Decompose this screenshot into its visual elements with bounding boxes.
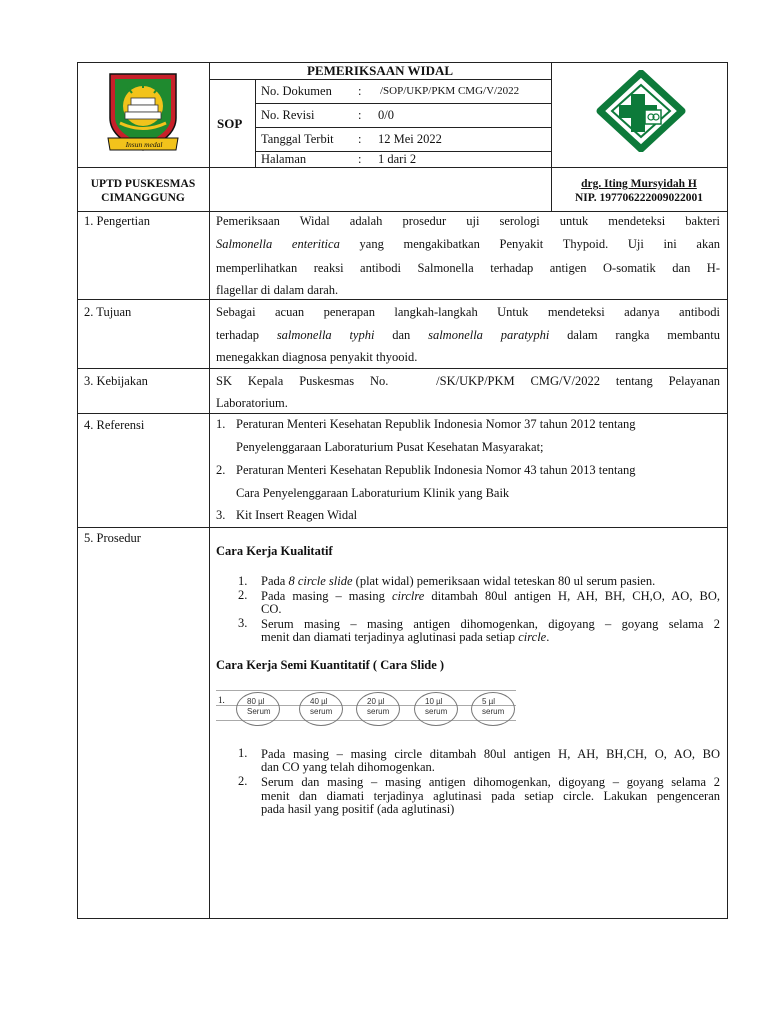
section-label-tujuan: 2. Tujuan	[84, 305, 132, 319]
row-value-no-dokumen: /SOP/UKP/PKM CMG/V/2022	[380, 85, 520, 97]
diagram-number: 1.	[218, 695, 225, 705]
referensi-item-line: Penyelenggaraan Laboraturium Pusat Kesehatan Masyarakat;	[236, 440, 544, 454]
kualitatif-number: 1.	[238, 574, 248, 588]
row-label-halaman: Halaman	[261, 152, 307, 166]
step-text: Pada	[261, 574, 289, 588]
row-label-tanggal-terbit: Tanggal Terbit	[261, 132, 334, 146]
diagram-plate-line	[216, 690, 516, 691]
crest-banner-text: Insun medal	[125, 140, 163, 149]
referensi-item-line: Kit Insert Reagen Widal	[236, 508, 358, 522]
row-divider	[77, 368, 728, 369]
pengertian-line	[216, 237, 720, 252]
table-border-bottom	[77, 918, 728, 919]
step-text: Pada masing – masing	[261, 589, 392, 603]
referensi-number: 3.	[216, 508, 226, 522]
semi-kuantitatif-step: pada hasil yang positif (ada aglutinasi)	[261, 802, 455, 816]
row-divider	[77, 167, 728, 168]
row-divider	[255, 127, 551, 128]
referensi-number: 1.	[216, 417, 226, 431]
kualitatif-step	[261, 631, 549, 644]
pengertian-species: Salmonella enteritica	[216, 237, 340, 251]
document-title: PEMERIKSAAN WIDAL	[306, 63, 454, 78]
column-divider	[209, 62, 210, 919]
kebijakan-line: Laboratorium.	[216, 396, 288, 410]
dilution-circle: 20 µl serum	[356, 692, 400, 726]
referensi-number: 2.	[216, 463, 226, 477]
sop-divider	[255, 79, 256, 167]
dilution-circle: 10 µl serum	[414, 692, 458, 726]
pengertian-line: memperlihatkan reaksi antibodi Salmonella terhadap antigen O-somatik dan H-	[216, 261, 720, 275]
dilution-diagram	[216, 690, 520, 730]
pengertian-line: Pemeriksaan Widal adalah prosedur uji serologi untuk mendeteksi bakteri	[216, 214, 720, 228]
section-label-prosedur: 5. Prosedur	[84, 531, 141, 545]
kualitatif-step: CO.	[261, 602, 282, 616]
heading-kualitatif: Cara Kerja Kualitatif	[216, 544, 333, 558]
row-divider	[77, 413, 728, 414]
semi-kuantitatif-number: 1.	[238, 746, 248, 760]
step-italic: circle	[518, 630, 547, 644]
row-divider	[255, 103, 551, 104]
row-value-tanggal-terbit: 12 Mei 2022	[378, 132, 442, 146]
row-value-halaman: 1 dari 2	[378, 152, 417, 166]
step-text: ditambah 80ul antigen H, AH, BH, CH,O, AO, BO,	[424, 589, 720, 603]
tujuan-line: Sebagai acuan penerapan langkah-langkah Untuk mendeteksi adanya antibodi	[216, 305, 720, 319]
row-value-no-revisi: 0/0	[378, 108, 394, 122]
section-label-referensi: 4. Referensi	[84, 418, 145, 432]
referensi-item-line: Peraturan Menteri Kesehatan Republik Indonesia Nomor 43 tahun 2013 tentang	[236, 463, 636, 477]
row-separator: :	[358, 152, 362, 166]
semi-kuantitatif-step: menit dan diamati terjadinya aglutinasi pada setiap circle. Lakukan pengenceran	[261, 789, 720, 803]
semi-kuantitatif-step: dan CO yang telah dihomogenkan.	[261, 760, 435, 774]
step-text: (plat widal) pemeriksaan widal teteskan 80 ul serum pasien.	[352, 574, 656, 588]
section-label-pengertian: 1. Pengertian	[84, 214, 150, 228]
signer-nip: NIP. 197706222009022001	[575, 192, 703, 204]
kualitatif-step: Serum masing – masing antigen dihomogenkan, digoyang – goyang selama 2	[261, 617, 720, 631]
tujuan-line	[216, 328, 720, 343]
table-border-left	[77, 62, 78, 919]
heading-semi-kuantitatif: Cara Kerja Semi Kuantitatif ( Cara Slide )	[216, 658, 445, 672]
org-name-line1: UPTD PUSKESMAS	[90, 178, 196, 190]
kualitatif-number: 3.	[238, 616, 248, 630]
dilution-circle: 80 µl Serum	[236, 692, 280, 726]
kebijakan-line: SK Kepala Puskesmas No. /SK/UKP/PKM CMG/V/2022 tentang Pelayanan	[216, 374, 720, 388]
section-label-kebijakan: 3. Kebijakan	[84, 374, 148, 388]
tujuan-text: dan	[392, 328, 411, 342]
semi-kuantitatif-number: 2.	[238, 774, 248, 788]
dilution-circle: 5 µl serum	[471, 692, 515, 726]
row-separator: :	[358, 84, 362, 98]
step-text: menit dan diamati terjadinya aglutinasi pada setiap	[261, 630, 519, 644]
row-separator: :	[358, 108, 362, 122]
tujuan-line: menegakkan diagnosa penyakit thyooid.	[216, 350, 418, 364]
step-italic: circlre	[391, 589, 425, 603]
table-border-right	[727, 62, 728, 919]
row-separator: :	[358, 132, 362, 146]
pengertian-line: flagellar di dalam darah.	[216, 283, 339, 297]
referensi-item-line: Cara Penyelenggaraan Laboraturium Klinik yang Baik	[236, 486, 510, 500]
row-divider	[209, 79, 551, 80]
dilution-circle: 40 µl serum	[299, 692, 343, 726]
semi-kuantitatif-step: Pada masing – masing circle ditambah 80ul antigen H, AH, BH,CH, O, AO, BO	[261, 747, 720, 761]
signer-name: drg. Iting Mursyidah H	[581, 178, 697, 190]
tujuan-species: salmonella typhi	[276, 328, 375, 342]
pengertian-line-text: yang mengakibatkan Penyakit Thypoid. Uji ini akan	[359, 237, 720, 251]
tujuan-text: terhadap	[216, 328, 260, 342]
tujuan-text: dalam rangka membantu	[567, 328, 720, 342]
referensi-item-line: Peraturan Menteri Kesehatan Republik Indonesia Nomor 37 tahun 2012 tentang	[236, 417, 636, 431]
kualitatif-step	[261, 575, 655, 588]
kualitatif-step	[261, 589, 720, 604]
tujuan-species: salmonella paratyphi	[428, 328, 550, 342]
row-divider	[77, 211, 728, 212]
org-name-line2: CIMANGGUNG	[101, 192, 185, 204]
semi-kuantitatif-step: Serum dan masing – masing antigen dihomogenkan, digoyang – goyang selama 2	[261, 775, 720, 789]
row-divider	[77, 299, 728, 300]
row-divider	[77, 527, 728, 528]
step-italic: 8 circle slide	[288, 574, 353, 588]
row-label-no-revisi: No. Revisi	[261, 108, 315, 122]
puskesmas-logo	[596, 70, 686, 152]
sop-label: SOP	[217, 116, 243, 131]
kualitatif-number: 2.	[238, 588, 248, 602]
step-text: .	[546, 630, 550, 644]
row-label-no-dokumen: No. Dokumen	[261, 84, 332, 98]
